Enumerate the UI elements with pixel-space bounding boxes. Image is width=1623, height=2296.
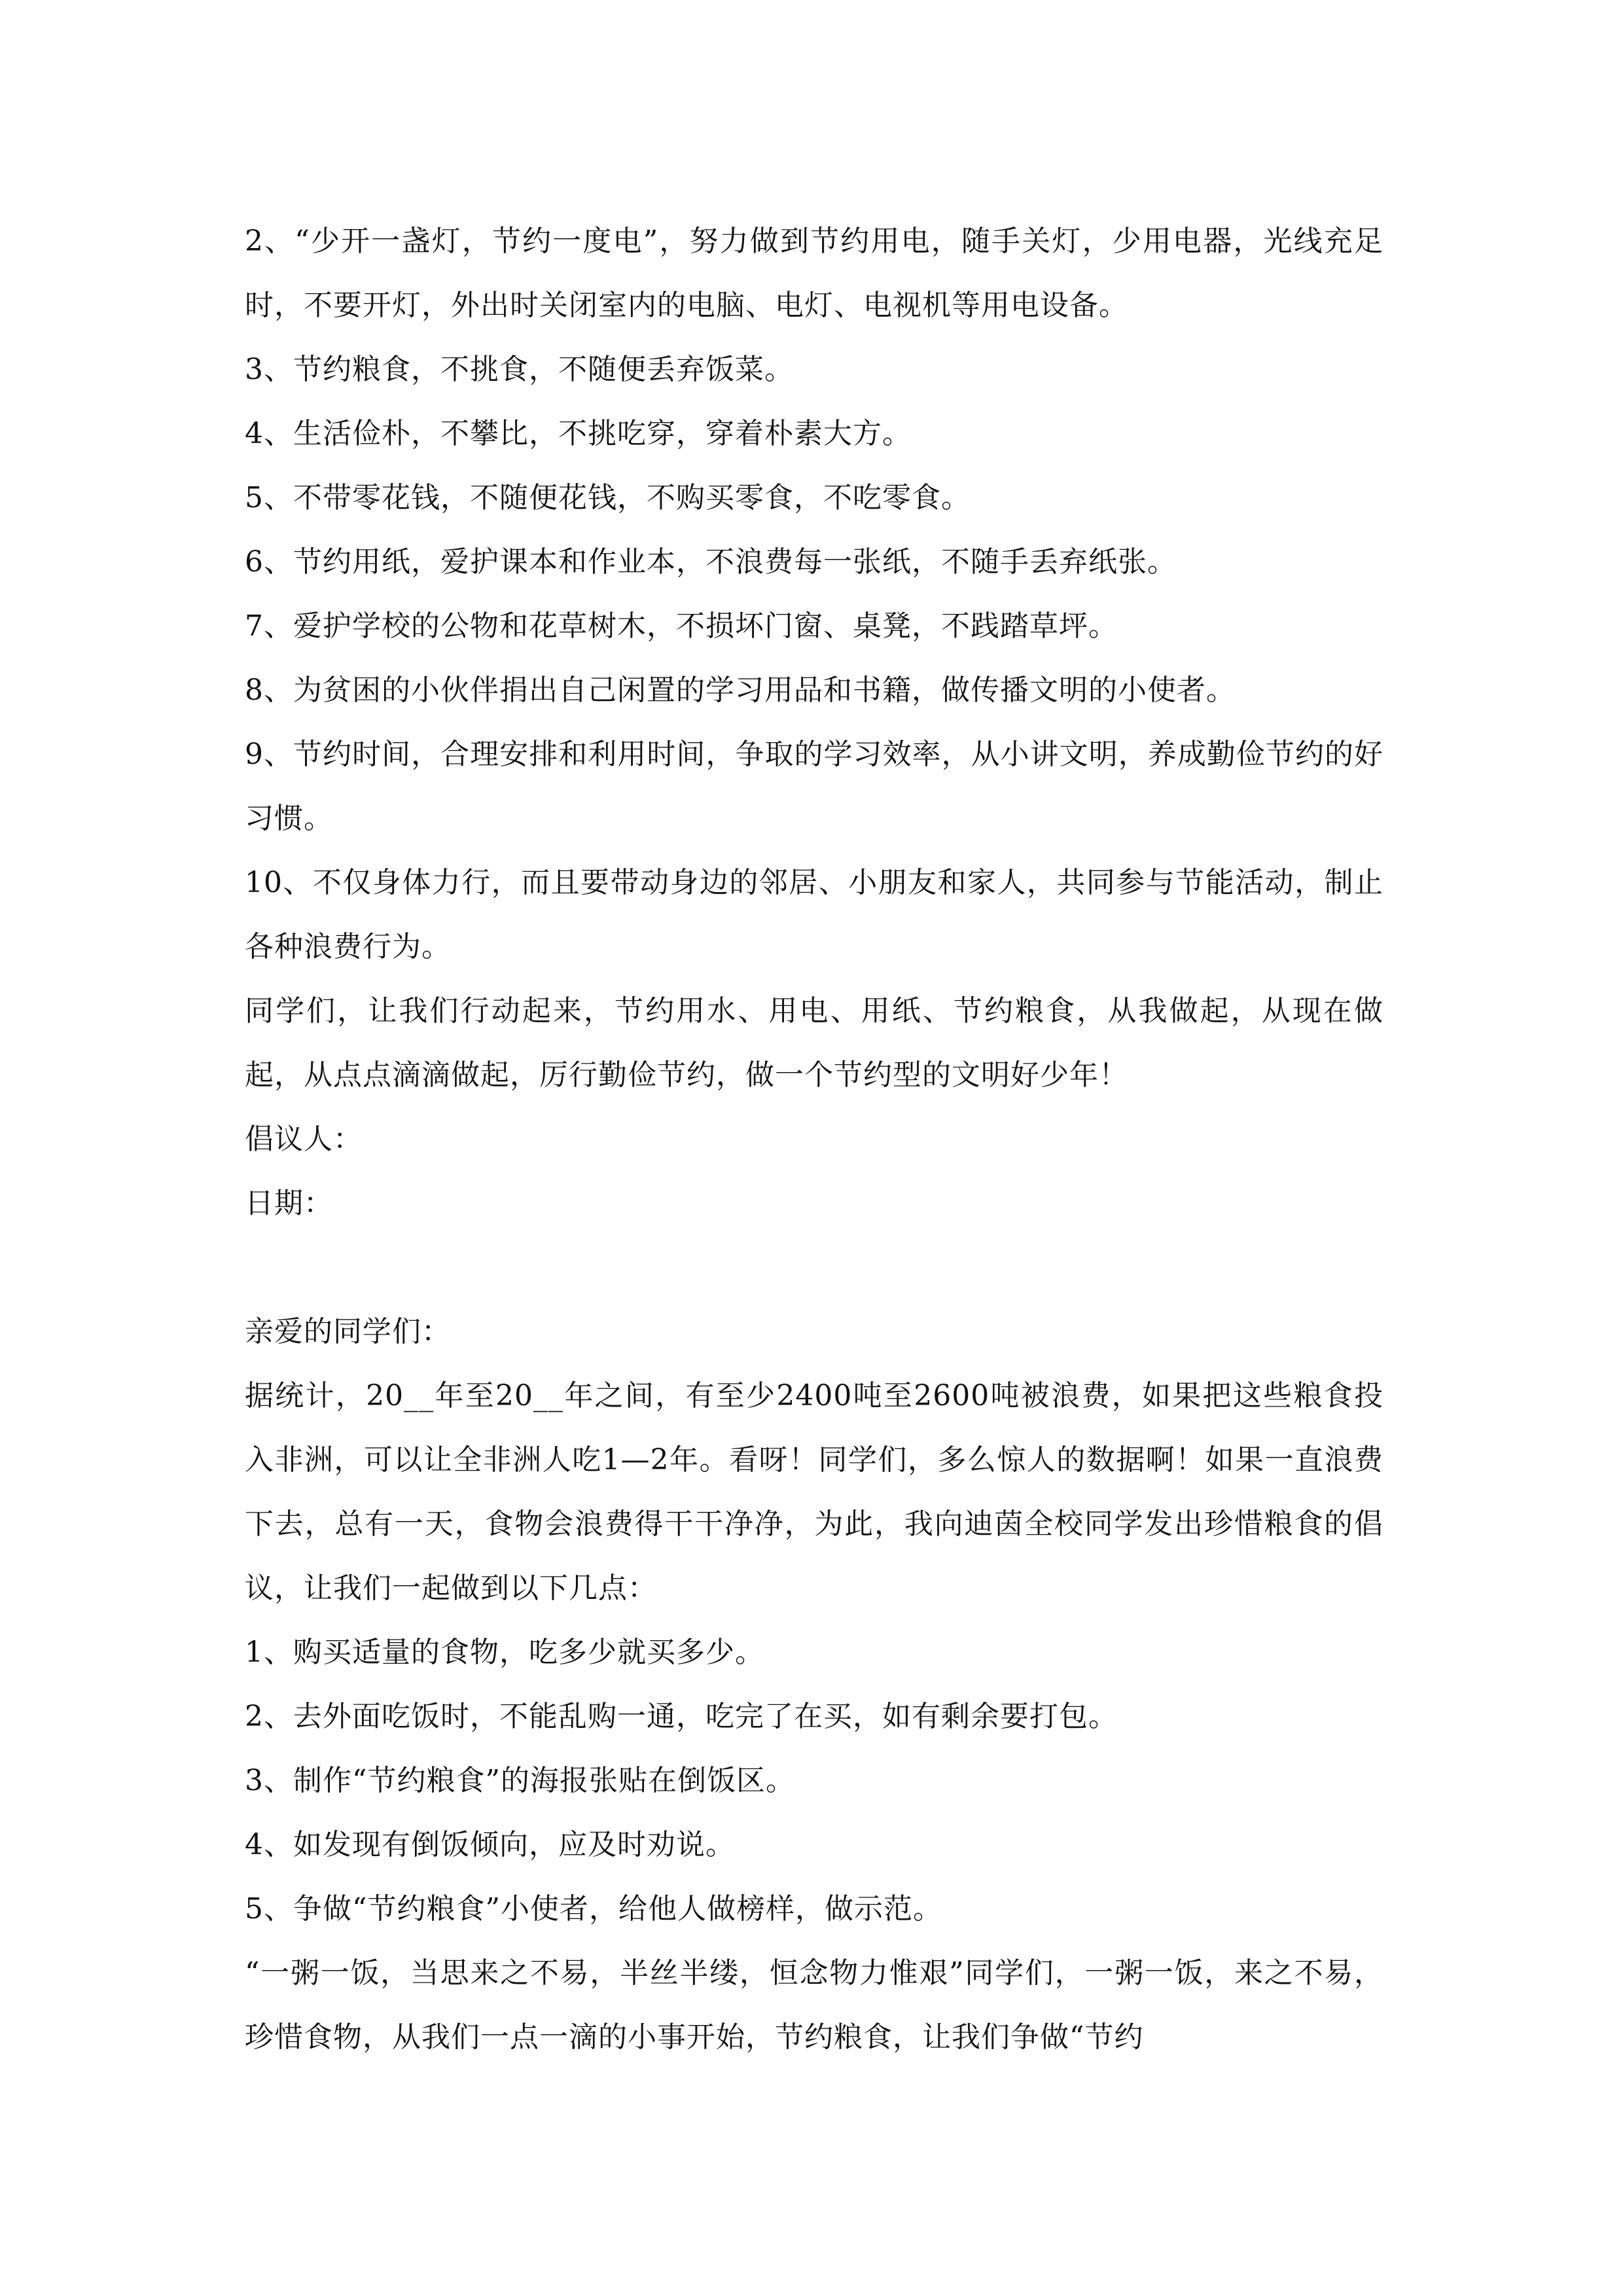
list-item: 2、去外面吃饭时，不能乱购一通，吃完了在买，如有剩余要打包。 [245, 1700, 1118, 1733]
list-item: 2、“少开一盏灯，节约一度电”，努力做到节约用电，随手关灯，少用电器，光线充足时，不要开灯，外出时关闭室内的电脑、电灯、电视机等用电设备。 [245, 224, 1383, 322]
list-item: 1、购买适量的食物，吃多少就买多少。 [245, 1636, 764, 1669]
list-item: 3、制作“节约粮食”的海报张贴在倒饭区。 [245, 1764, 795, 1797]
list-item: 3、节约粮食，不挑食，不随便丢弃饭菜。 [245, 353, 794, 386]
section-spacer [245, 1236, 1383, 1300]
list-item: 9、节约时间，合理安排和利用时间，争取的学习效率，从小讲文明，养成勤俭节约的好习惯。 [245, 738, 1383, 835]
list-item: 5、争做“节约粮食”小使者，给他人做榜样，做示范。 [245, 1892, 942, 1926]
closing-paragraph: “一粥一饭，当思来之不易，半丝半缕，恒念物力惟艰”同学们，一粥一饭，来之不易，珍惜食物，从我们一点一滴的小事开始，节约粮食，让我们争做“节约 [245, 1956, 1383, 2054]
list-item: 7、爱护学校的公物和花草树木，不损坏门窗、桌凳，不践踏草坪。 [245, 609, 1118, 643]
document-body [245, 209, 1383, 2070]
list-item: 5、不带零花钱，不随便花钱，不购买零食，不吃零食。 [245, 481, 971, 514]
intro-paragraph: 据统计，20__年至20__年之间，有至少2400吨至2600吨被浪费，如果把这些粮食投入非洲，可以让全非洲人吃1—2年。看呀！同学们，多么惊人的数据啊！如果一直浪费下去，总有一天，食物会浪费得干干净净，为此，我向迪茵全校同学发出珍惜粮食的倡议，让我们一起做到以下几点： [245, 1379, 1383, 1605]
list-item: 10、不仅身体力行，而且要带动身边的邻居、小朋友和家人，共同参与节能活动，制止各种浪费行为。 [245, 866, 1383, 963]
initiator-label: 倡议人： [245, 1122, 363, 1156]
date-label: 日期： [245, 1187, 333, 1220]
list-item: 8、为贫困的小伙伴捐出自己闲置的学习用品和书籍，做传播文明的小使者。 [245, 673, 1236, 707]
list-item: 4、如发现有倒饭倾向，应及时劝说。 [245, 1828, 735, 1861]
salutation: 亲爱的同学们： [245, 1315, 451, 1348]
list-item: 6、节约用纸，爱护课本和作业本，不浪费每一张纸，不随手丢弃纸张。 [245, 545, 1177, 579]
list-item: 4、生活俭朴，不攀比，不挑吃穿，穿着朴素大方。 [245, 417, 912, 450]
closing-paragraph: 同学们，让我们行动起来，节约用水、用电、用纸、节约粮食，从我做起，从现在做起，从点点滴滴做起，厉行勤俭节约，做一个节约型的文明好少年！ [245, 994, 1383, 1092]
